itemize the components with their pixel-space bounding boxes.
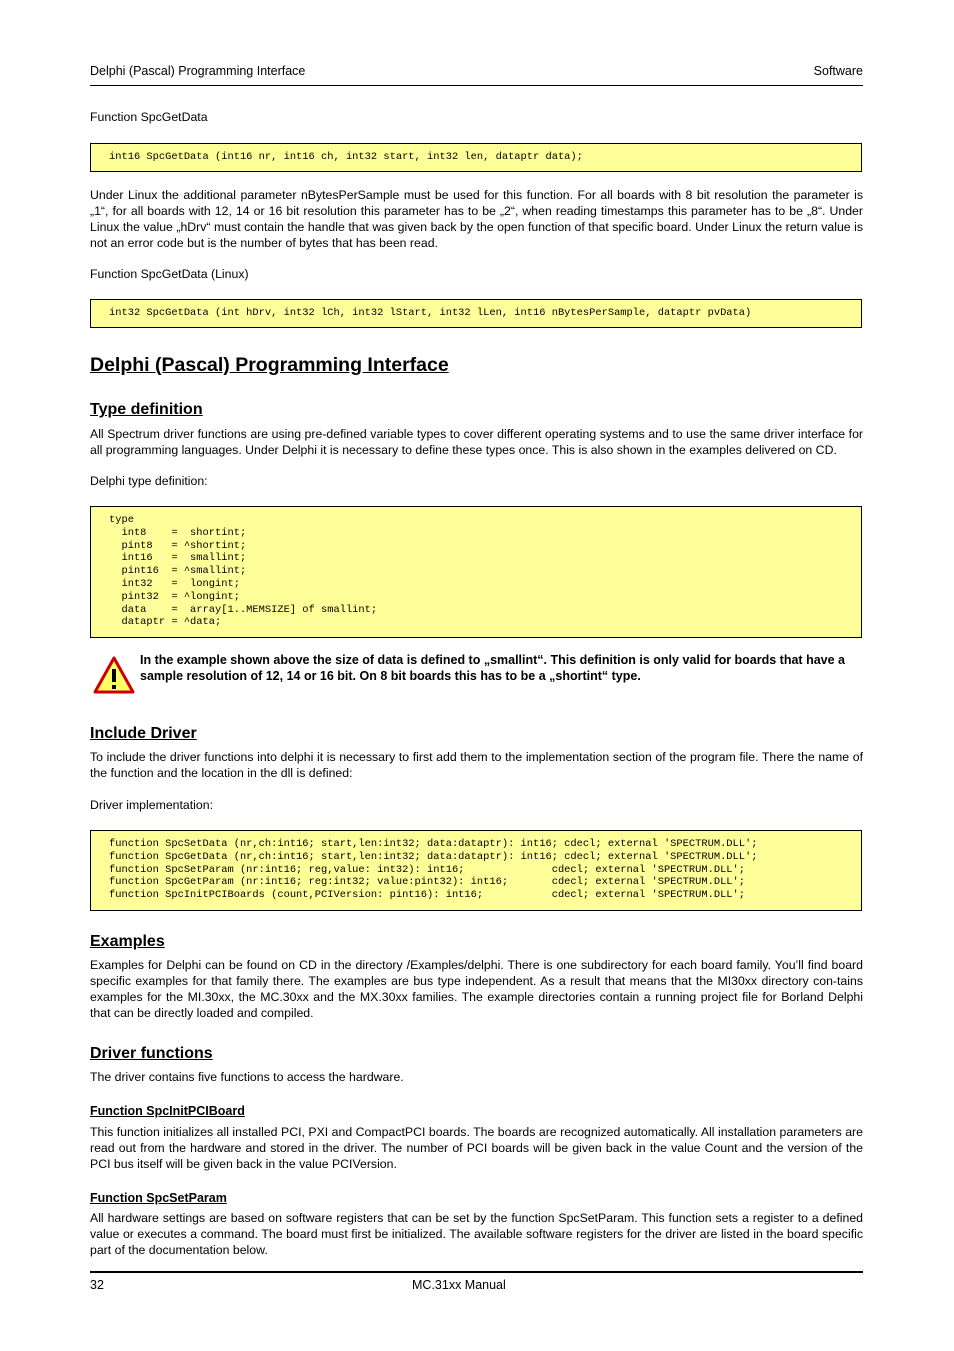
- heading-type-definition: Type definition: [90, 401, 203, 418]
- examples-paragraph: Examples for Delphi can be found on CD in the directory /Examples/delphi. There is one subdirectory for each board family. You’ll find board specific examples for that family there. The examples are bus type independent. As a result that means that the MI30xx directory con-tains examples for the MI.30xx, the MC.30xx and the MX.30xx families. The example directories contain a running project file for Borland Delphi that can be directly loaded and compiled.: [90, 958, 863, 1020]
- footer-rule: [90, 1271, 863, 1273]
- heading-driver-functions: Driver functions: [90, 1045, 213, 1062]
- label-driver-implementation: Driver implementation:: [90, 798, 214, 812]
- heading-include-driver: Include Driver: [90, 725, 197, 742]
- header-section: Software: [813, 64, 863, 78]
- label-type-definition: Delphi type definition:: [90, 474, 208, 488]
- code-driver-implementation: function SpcSetData (nr,ch:int16; start,len:int32; data:dataptr): int16; cdecl; external 'SPECTRUM.DLL'; function SpcGetData (nr,ch:int16; start,len:int32; data:dataptr): int16; cdecl; external 'SPECTRUM.DLL'; function SpcSetParam (nr:int16; reg,value: int32): int16; cdecl; external 'SPECTRUM.DLL'; function SpcGetParam (nr:int16; reg:int32; value:pint32): int16; cdecl; external 'SPECTRUM.DLL'; function SpcInitPCIBoards (count,PCIVersion: pint16): int16; cdecl; external 'SPECTRUM.DLL';: [90, 830, 862, 911]
- footer-manual: MC.31xx Manual: [412, 1278, 506, 1292]
- spcsetparam-paragraph: All hardware settings are based on software registers that can be set by the function SpcSetParam. This function sets a register to a defined value or executes a command. The board must first be initialized. The available software registers for the driver are listed in the board specific part of the documentation below.: [90, 1211, 863, 1257]
- code-spcgetdata: int16 SpcGetData (int16 nr, int16 ch, int32 start, int32 len, dataptr data);: [90, 143, 862, 172]
- heading-spcsetparam: Function SpcSetParam: [90, 1191, 227, 1205]
- driver-functions-paragraph: The driver contains five functions to access the hardware.: [90, 1070, 404, 1084]
- page-number: 32: [90, 1278, 104, 1292]
- warning-triangle-icon: [93, 656, 135, 694]
- heading-examples: Examples: [90, 933, 165, 950]
- label-spcgetdata: Function SpcGetData: [90, 110, 208, 124]
- heading-spcinitpciboard: Function SpcInitPCIBoard: [90, 1104, 245, 1118]
- type-definition-paragraph: All Spectrum driver functions are using pre-defined variable types to cover different operating systems and to use the same driver interface for all programming languages. Under Delphi it is necessary to define these types once. This is also shown in the examples delivered on CD.: [90, 427, 863, 457]
- header-rule: [90, 85, 863, 86]
- linux-paragraph: Under Linux the additional parameter nBytesPerSample must be used for this function. For all boards with 8 bit resolution the parameter is „1“, for all boards with 12, 14 or 16 bit resolution this parameter has to be „2“, when reading timestamps this parameter has to be „8“. Under Linux the value „hDrv“ must contain the handle that was given back by the open function of that specific board. Under Linux the return value is not an error code but is the number of bytes that has been read.: [90, 188, 863, 250]
- section-title: Delphi (Pascal) Programming Interface: [90, 354, 449, 376]
- warning-text: In the example shown above the size of data is defined to „smallint“. This definition is only valid for boards that have a sample resolution of 12, 14 or 16 bit. On 8 bit boards this has to be a „shortint“ type.: [140, 653, 845, 683]
- include-driver-paragraph: To include the driver functions into delphi it is necessary to first add them to the implementation section of the program file. There the name of the function and the location in the dll is defined:: [90, 750, 863, 780]
- header-title: Delphi (Pascal) Programming Interface: [90, 64, 306, 78]
- code-type-definition: type int8 = shortint; pint8 = ^shortint; int16 = smallint; pint16 = ^smallint; int32 = longint; pint32 = ^longint; data = array[1..MEMSIZE] of smallint; dataptr = ^data;: [90, 506, 862, 638]
- spcinitpciboard-paragraph: This function initializes all installed PCI, PXI and CompactPCI boards. The boards are recognized automatically. All installation parameters are read out from the hardware and stored in the driver. The number of PCI boards will be given back in the value Count and the version of the PCI bus itself will be given back in the value PCIVersion.: [90, 1125, 863, 1171]
- label-spcgetdata-linux: Function SpcGetData (Linux): [90, 267, 249, 281]
- code-spcgetdata-linux: int32 SpcGetData (int hDrv, int32 lCh, int32 lStart, int32 lLen, int16 nBytesPerSample, dataptr pvData): [90, 299, 862, 328]
